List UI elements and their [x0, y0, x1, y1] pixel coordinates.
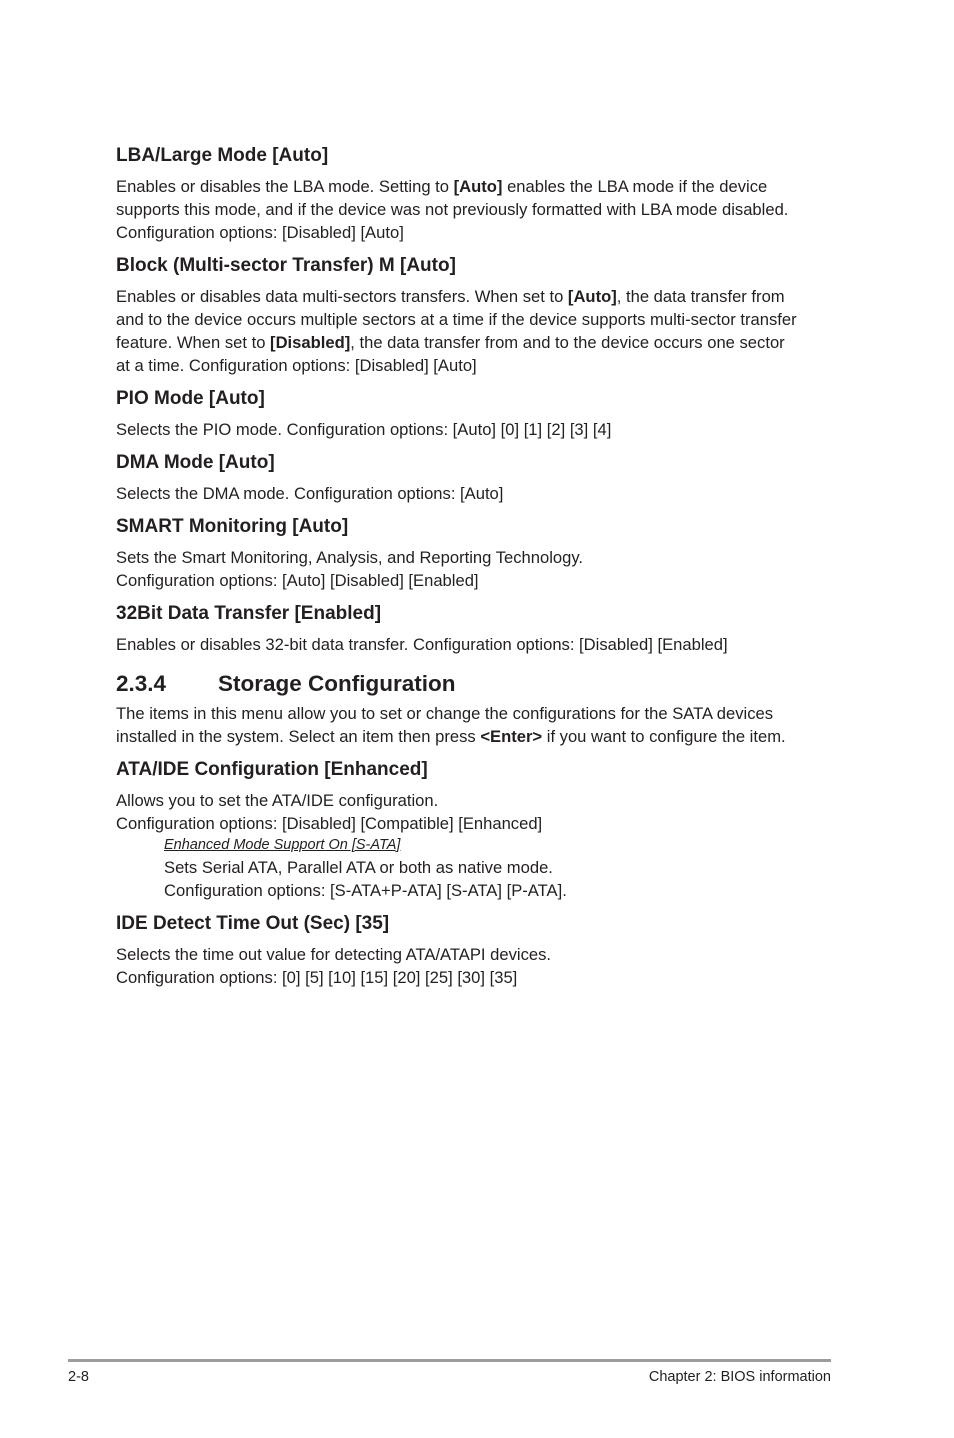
section-intro	[116, 702, 836, 748]
item-dma-mode	[116, 451, 836, 505]
text-run: at a time. Configuration options: [Disabled] [Auto]	[116, 356, 477, 375]
bold-text: [Disabled]	[270, 333, 351, 352]
sub-item-title: Enhanced Mode Support On [S-ATA]	[164, 837, 401, 853]
item-smart-monitoring	[116, 515, 836, 592]
item-description	[116, 285, 836, 377]
item-32bit-transfer	[116, 602, 836, 656]
text-line	[116, 175, 836, 198]
item-description	[116, 175, 836, 244]
text-run: Allows you to set the ATA/IDE configuration.	[116, 791, 439, 810]
item-heading: IDE Detect Time Out (Sec) [35]	[116, 913, 390, 934]
item-heading: ATA/IDE Configuration [Enhanced]	[116, 759, 428, 780]
text-run: Selects the time out value for detecting ATA/ATAPI devices.	[116, 945, 552, 964]
text-run: Configuration options: [0] [5] [10] [15] [20] [25] [30] [35]	[116, 968, 518, 987]
text-run: The items in this menu allow you to set or change the configurations for the SATA devices	[116, 704, 774, 723]
text-line	[116, 943, 836, 966]
item-description	[116, 633, 836, 656]
text-line	[116, 725, 836, 748]
bold-text: [Auto]	[567, 287, 617, 306]
item-lba-large-mode	[116, 144, 836, 244]
item-ide-detect-timeout	[116, 912, 836, 989]
text-line	[116, 482, 836, 505]
text-run: Sets the Smart Monitoring, Analysis, and Reporting Technology.	[116, 548, 584, 567]
text-line	[116, 285, 836, 308]
item-ata-ide-configuration	[116, 758, 836, 902]
section-title: Storage Configuration	[218, 671, 456, 696]
text-run: Configuration options: [Auto] [Disabled] [Enabled]	[116, 571, 479, 590]
text-line	[116, 633, 836, 656]
bold-text: <Enter>	[480, 727, 543, 746]
page-content	[116, 144, 836, 999]
text-run: enables the LBA mode if the device	[502, 177, 768, 196]
item-description	[116, 546, 836, 592]
item-heading: LBA/Large Mode [Auto]	[116, 145, 329, 166]
item-heading: SMART Monitoring [Auto]	[116, 516, 349, 537]
text-line	[116, 966, 836, 989]
text-line	[116, 789, 836, 812]
item-block-transfer	[116, 254, 836, 377]
text-line	[116, 221, 836, 244]
text-run: Enables or disables data multi-sectors transfers. When set to	[116, 287, 568, 306]
text-run: supports this mode, and if the device was not previously formatted with LBA mode disabled.	[116, 200, 789, 219]
text-run: , the data transfer from	[616, 287, 785, 306]
text-line	[116, 331, 836, 354]
text-run: Selects the DMA mode. Configuration options: [Auto]	[116, 484, 504, 503]
section-heading	[116, 670, 836, 698]
text-run: Selects the PIO mode. Configuration options: [Auto] [0] [1] [2] [3] [4]	[116, 420, 612, 439]
sub-item-description	[164, 856, 836, 902]
text-run: Sets Serial ATA, Parallel ATA or both as native mode.	[164, 858, 553, 877]
text-run: installed in the system. Select an item then press	[116, 727, 481, 746]
text-run: if you want to configure the item.	[542, 727, 786, 746]
item-description	[116, 943, 836, 989]
item-description	[116, 418, 836, 441]
item-heading: PIO Mode [Auto]	[116, 388, 265, 409]
text-line	[164, 856, 836, 879]
text-line	[116, 702, 836, 725]
text-line	[116, 569, 836, 592]
item-heading: Block (Multi-sector Transfer) M [Auto]	[116, 255, 456, 276]
text-run: feature. When set to	[116, 333, 271, 352]
text-run: Configuration options: [S-ATA+P-ATA] [S-ATA] [P-ATA].	[164, 881, 567, 900]
text-run: Configuration options: [Disabled] [Auto]	[116, 223, 404, 242]
sub-item-enhanced-mode	[164, 835, 836, 902]
text-run: Configuration options: [Disabled] [Compatible] [Enhanced]	[116, 814, 543, 833]
item-description	[116, 482, 836, 505]
text-run: , the data transfer from and to the device occurs one sector	[350, 333, 785, 352]
text-line	[116, 418, 836, 441]
item-heading: 32Bit Data Transfer [Enabled]	[116, 603, 382, 624]
text-run: Enables or disables the LBA mode. Setting to	[116, 177, 454, 196]
text-line	[116, 308, 836, 331]
section-number: 2.3.4	[116, 671, 167, 696]
item-description	[116, 789, 836, 835]
bold-text: [Auto]	[453, 177, 503, 196]
page-number: 2-8	[68, 1369, 89, 1385]
text-run: Enables or disables 32-bit data transfer. Configuration options: [Disabled] [Enabled]	[116, 635, 728, 654]
text-line	[116, 812, 836, 835]
text-line	[116, 198, 836, 221]
text-run: and to the device occurs multiple sectors at a time if the device supports multi-sector transfer	[116, 310, 797, 329]
footer-rule	[68, 1359, 831, 1362]
chapter-label: Chapter 2: BIOS information	[648, 1369, 831, 1385]
item-pio-mode	[116, 387, 836, 441]
text-line	[116, 546, 836, 569]
text-line	[116, 354, 836, 377]
text-line	[164, 879, 836, 902]
item-heading: DMA Mode [Auto]	[116, 452, 275, 473]
